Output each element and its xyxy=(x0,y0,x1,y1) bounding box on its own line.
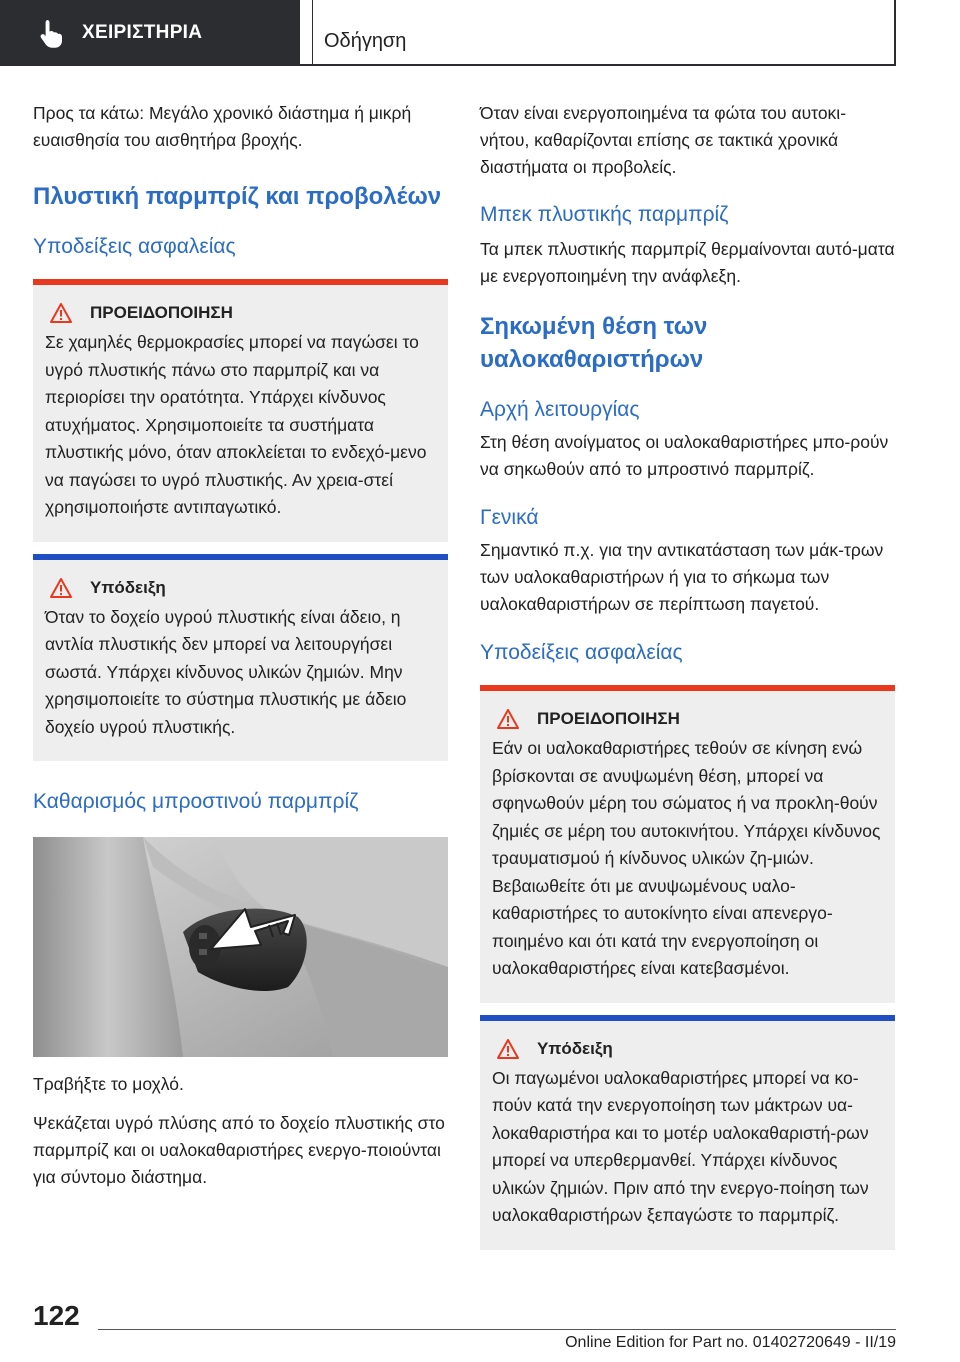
footer-rule xyxy=(98,1329,896,1330)
caution-triangle-icon xyxy=(497,1039,519,1059)
warning-text-right: Εάν οι υαλοκαθαριστήρες τεθούν σε κίνηση ενώ βρίσκονται σε ανυψωμένη θέση, μπορεί να σφηνωθούν μέρη του σώματος ή να προκλη-θούν ζημιές σε μέρη του αυτοκινήτου. Υπάρχει κίνδυνος τραυματισμού ή κίνδυνος υλικών ζη-μιών. Βεβαιωθείτε ότι με ανυψωμένους υαλο-καθαριστήρες το αυτοκίνητο είναι απενεργο-ποιημένο και ότι κατά την ενεργοποίηση οι υαλοκαθαριστήρες είναι κατεβασμένοι. xyxy=(492,738,881,978)
note-text-right: Οι παγωμένοι υαλοκαθαριστήρες μπορεί να κο-πούν κατά την ενεργοποίηση των μάκτρων υα-λοκαθαριστήρα και το μοτέρ υαλοκαθαριστή-ρων μπορεί να υπερθερμανθεί. Υπάρχει κίνδυνος υλικών ζημιών. Πριν από την ενεργο-ποίηση των υαλοκαθαριστήρων ξεπαγώστε το παρμπρίζ. xyxy=(492,1067,869,1225)
header-divider-right xyxy=(894,0,896,66)
note-text: Όταν το δοχείο υγρού πλυστικής είναι άδειο, η αντλία πλυστικής δεν μπορεί να λειτουργήσει σωστά. Υπάρχει κίνδυνος υλικών ζημιών. Μην χρησιμοποιείτε το σύστημα πλυστικής με άδειο δοχείο υγρού πλυστικής. xyxy=(45,606,407,737)
heading-general: Γενικά xyxy=(480,506,539,529)
chapter-title: Οδήγηση xyxy=(324,30,407,52)
section-label: ΧΕΙΡΙΣΤΗΡΙΑ xyxy=(82,22,203,43)
page-number: 122 xyxy=(33,1300,80,1331)
page-header xyxy=(0,0,960,66)
right-column xyxy=(480,100,895,1250)
headlight-cleaning-text: Όταν είναι ενεργοποιημένα τα φώτα του αυτοκι-νήτου, καθαρίζονται επίσης σε τακτικά χρονικά διαστήματα οι προβολείς. xyxy=(480,103,847,177)
heading-raised-position: Σηκωμένη θέση των υαλοκαθαριστήρων xyxy=(480,313,708,373)
header-divider xyxy=(312,0,313,66)
general-text: Σημαντικό π.χ. για την αντικατάσταση των μάκ-τρων των υαλοκαθαριστήρων ή για το σήκωμα των υαλοκαθαριστήρων σε περίπτωση παγετού. xyxy=(480,540,884,614)
warning-triangle-icon xyxy=(497,709,519,729)
hand-pointer-icon xyxy=(40,18,66,48)
note-header xyxy=(50,578,436,598)
left-column xyxy=(33,100,448,1191)
caution-triangle-icon xyxy=(50,578,72,598)
wiper-lever-illustration xyxy=(33,837,448,1057)
note-title-right: Υπόδειξη xyxy=(537,1038,613,1058)
warning-box xyxy=(33,279,448,542)
note-box xyxy=(33,554,448,762)
heading-front-cleaning: Καθαρισμός μπροστινού παρμπρίζ xyxy=(33,790,359,813)
pull-lever-text: Τραβήξτε το μοχλό. xyxy=(33,1074,184,1094)
header-rule xyxy=(300,64,896,66)
warning-text: Σε χαμηλές θερμοκρασίες μπορεί να παγώσει το υγρό πλυστικής πάνω στο παρμπρίζ και να περιορίσει την ορατότητα. Υπάρχει κίνδυνος ατυχήματος. Χρησιμοποιείτε τα συστήματα πλυστικής μόνο, όταν αποκλείεται το ενδεχό-μενο να παγώσει το υγρό πλυστικής. Αν χρεια-στεί χρησιμοποιήστε αντιπαγωτικό. xyxy=(45,332,427,517)
warning-header-right xyxy=(497,709,883,729)
heading-washer: Πλυστική παρμπρίζ και προβολέων xyxy=(33,183,442,210)
lever-photo xyxy=(33,837,448,1057)
spray-text: Ψεκάζεται υγρό πλύσης από το δοχείο πλυστικής στο παρμπρίζ και οι υαλοκαθαριστήρες ενεργο-ποιούνται για σύντομο διάστημα. xyxy=(33,1113,445,1187)
warning-title: ΠΡΟΕΙΔΟΠΟΙΗΣΗ xyxy=(90,303,233,322)
note-box-right xyxy=(480,1015,895,1250)
nozzles-text: Τα μπεκ πλυστικής παρμπρίζ θερμαίνονται αυτό-ματα με ενεργοποιημένη την ανάφλεξη. xyxy=(480,239,895,286)
note-title: Υπόδειξη xyxy=(90,577,166,597)
edition-text: Online Edition for Part no. 01402720649 - II/19 xyxy=(565,1334,896,1351)
warning-triangle-icon xyxy=(50,303,72,323)
heading-safety-right: Υποδείξεις ασφαλείας xyxy=(480,641,683,664)
heading-nozzles: Μπεκ πλυστικής παρμπρίζ xyxy=(480,203,729,226)
section-tab xyxy=(0,0,300,66)
heading-principle: Αρχή λειτουργίας xyxy=(480,398,640,421)
note-header-right xyxy=(497,1039,883,1059)
warning-box-right xyxy=(480,685,895,1003)
warning-title-right: ΠΡΟΕΙΔΟΠΟΙΗΣΗ xyxy=(537,709,680,728)
intro-text: Προς τα κάτω: Μεγάλο χρονικό διάστημα ή μικρή ευαισθησία του αισθητήρα βροχής. xyxy=(33,103,412,150)
warning-header xyxy=(50,303,436,323)
principle-text: Στη θέση ανοίγματος οι υαλοκαθαριστήρες μπο-ρούν να σηκωθούν από το μπροστινό παρμπρίζ. xyxy=(480,432,889,479)
heading-safety: Υποδείξεις ασφαλείας xyxy=(33,235,236,258)
